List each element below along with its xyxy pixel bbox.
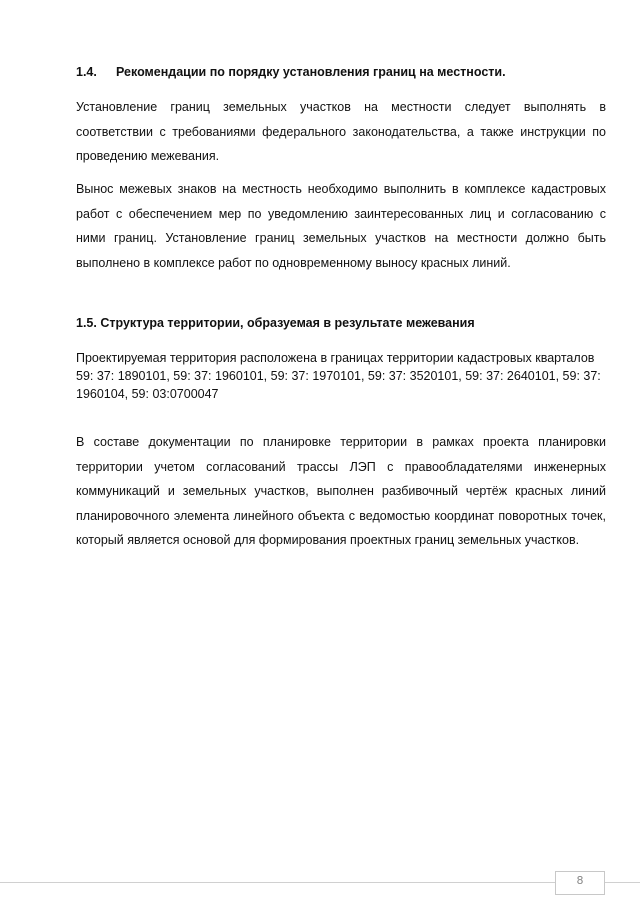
section-1-5-heading: 1.5. Структура территории, образуемая в результате межевания (76, 316, 475, 330)
section-1-4-paragraph-1: Установление границ земельных участков на местности следует выполнять в соответствии с требованиями федерального законодательства, а также инструкции по проведению межевания. (76, 100, 606, 163)
section-1-4-title: Рекомендации по порядку установления границ на местности. (116, 65, 506, 79)
section-1-4-paragraph-2: Вынос межевых знаков на местность необходимо выполнить в комплексе кадастровых работ с обеспечением мер по уведомлению заинтересованных лиц и согласованию с ними границ. Установление границ земельных участков на местности должно быть выполнено в комплексе работ по одновременному выносу красных линий. (76, 182, 606, 270)
page-number: 8 (555, 871, 605, 895)
section-1-4-number: 1.4. (76, 65, 97, 79)
section-1-4-heading (76, 64, 506, 80)
footer-divider (0, 882, 640, 883)
section-1-5-paragraph-2: В составе документации по планировке территории в рамках проекта планировки территории учетом согласований трассы ЛЭП с правообладателями инженерных коммуникаций и земельных участков, выполнен разбивочный чертёж красных линий планировочного элемента линейного объекта с ведомостью координат поворотных точек, который является основой для формирования проектных границ земельных участков. (76, 435, 606, 547)
section-1-5-paragraph-1: Проектируемая территория расположена в границах территории кадастровых кварталов 59: 37: 1890101, 59: 37: 1960101, 59: 37: 1970101, 59: 37: 3520101, 59: 37: 2640101, 59: 37: 1960104, 59: 03:0700047 (76, 351, 601, 401)
